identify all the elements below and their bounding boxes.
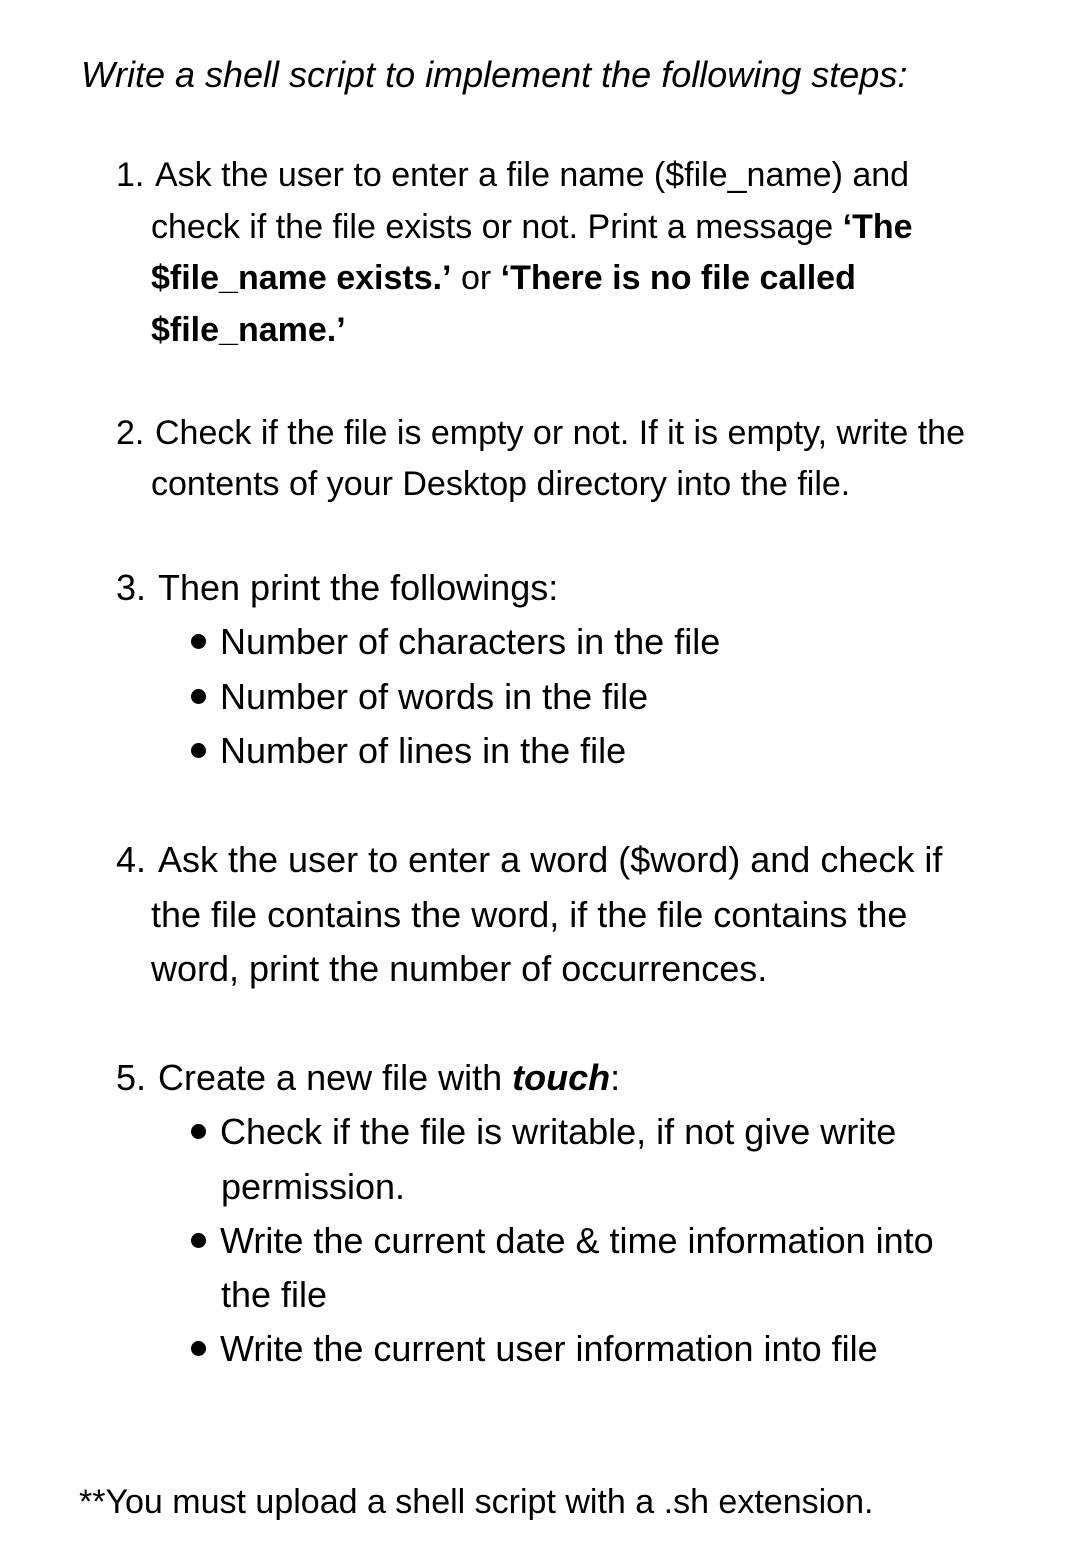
step-4-number: 4. (116, 839, 147, 880)
step-1-number: 1. (116, 156, 145, 194)
step-5-colon: : (610, 1057, 621, 1098)
step-1-line-1: Ask the user to enter a file name ($file_name) and (155, 156, 910, 194)
step-5-number: 5. (116, 1057, 147, 1098)
bullet-icon (191, 1124, 206, 1139)
bullet-icon (191, 743, 206, 758)
step-4-line-1: Ask the user to enter a word ($word) and check if (158, 839, 943, 880)
bullet-icon (191, 1233, 206, 1248)
step-5-bullet-user: Write the current user information into file (220, 1328, 878, 1369)
step-1-or-text: or (451, 259, 501, 297)
step-5-bullet-writable-line-2: permission. (221, 1166, 406, 1207)
step-3-bullet-lines: Number of lines in the file (220, 730, 627, 771)
step-1-line-2 (151, 208, 913, 247)
step-2-number: 2. (116, 414, 145, 452)
step-5-line-1-text: Create a new file with (158, 1057, 513, 1098)
step-5-line-1 (158, 1057, 620, 1099)
step-3-bullet-characters: Number of characters in the file (220, 621, 721, 662)
step-5-bullet-writable-line-1: Check if the file is writable, if not give write (220, 1111, 897, 1152)
step-1-line-3 (151, 259, 856, 298)
step-3-line-1: Then print the followings: (158, 567, 559, 608)
step-1-message-exists-start: ‘The (842, 208, 913, 246)
step-1-message-missing-end: $file_name.’ (151, 311, 346, 349)
footer-note: **You must upload a shell script with a .sh extension. (79, 1483, 874, 1521)
step-4-line-2: the file contains the word, if the file contains the (151, 894, 908, 935)
page-title: Write a shell script to implement the following steps: (81, 54, 908, 95)
bullet-icon (191, 1341, 206, 1356)
bullet-icon (191, 634, 206, 649)
step-2-line-1: Check if the file is empty or not. If it is empty, write the (155, 414, 965, 452)
step-5-bullet-date-line-1: Write the current date & time information into (220, 1220, 934, 1261)
step-4-line-3: word, print the number of occurrences. (151, 948, 768, 989)
bullet-icon (191, 689, 206, 704)
step-5-touch-command: touch (512, 1057, 611, 1098)
step-1-message-exists-end: $file_name exists.’ (151, 259, 452, 297)
step-3-bullet-words: Number of words in the file (220, 676, 649, 717)
step-2-line-2: contents of your Desktop directory into the file. (151, 465, 851, 503)
step-1-message-missing-start: ‘There is no file called (500, 259, 856, 297)
step-1-line-2-text: check if the file exists or not. Print a message (151, 208, 843, 246)
step-5-bullet-date-line-2: the file (221, 1274, 328, 1315)
step-3-number: 3. (116, 567, 147, 608)
